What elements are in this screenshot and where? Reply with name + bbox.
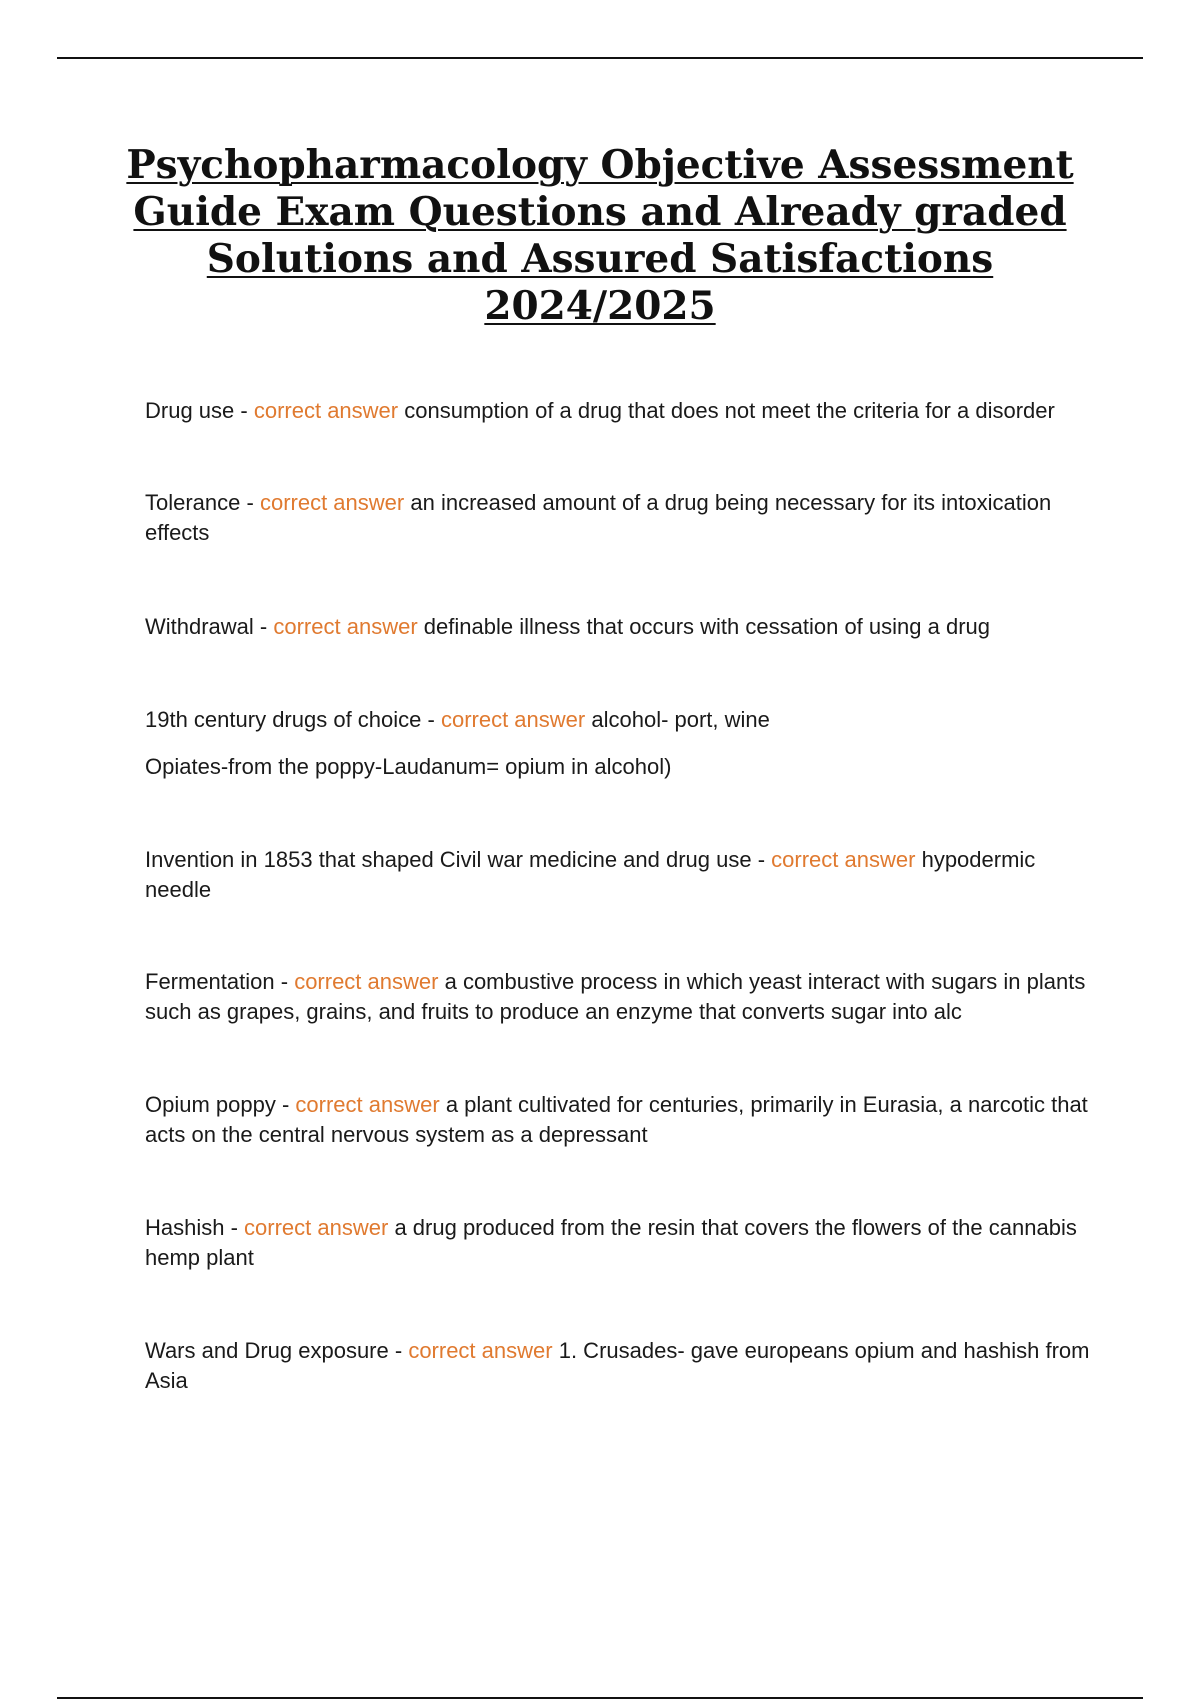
- correct-answer-label: correct answer: [259, 490, 405, 515]
- qa-definition: 1. Crusades- gave europeans opium and hashish from Asia: [145, 1338, 1090, 1393]
- qa-separator: -: [275, 1092, 296, 1117]
- bottom-divider: [57, 1697, 1143, 1699]
- qa-extra-line: Opiates-from the poppy-Laudanum= opium in alcohol): [145, 754, 672, 779]
- qa-term: Wars and Drug exposure: [145, 1338, 389, 1363]
- correct-answer-label: correct answer: [253, 398, 399, 423]
- correct-answer-label: correct answer: [273, 614, 418, 639]
- correct-answer-label: correct answer: [294, 969, 439, 994]
- correct-answer-label: correct answer: [244, 1215, 389, 1240]
- qa-term: Withdrawal: [145, 614, 254, 639]
- qa-item: [145, 1213, 1100, 1273]
- qa-separator: -: [274, 969, 295, 994]
- correct-answer-label: correct answer: [295, 1092, 440, 1117]
- qa-item: [145, 845, 1100, 905]
- qa-item: [145, 612, 1100, 642]
- qa-item: [145, 705, 1100, 735]
- qa-separator: -: [421, 707, 441, 732]
- qa-term: Hashish: [145, 1215, 225, 1240]
- qa-item: [145, 1336, 1100, 1396]
- qa-separator: -: [253, 614, 274, 639]
- qa-term: 19th century drugs of choice: [145, 707, 422, 732]
- qa-list: [145, 396, 1100, 1396]
- qa-term: Invention in 1853 that shaped Civil war medicine and drug use: [145, 847, 752, 872]
- qa-definition: an increased amount of a drug being necessary for its intoxication effects: [145, 490, 1052, 545]
- qa-separator: -: [751, 847, 772, 872]
- qa-definition: definable illness that occurs with cessation of using a drug: [423, 614, 990, 639]
- correct-answer-label: correct answer: [771, 847, 916, 872]
- qa-definition: hypodermic needle: [145, 847, 1036, 902]
- qa-definition: a combustive process in which yeast interact with sugars in plants such as grapes, grains, and fruits to produce an enzyme that converts sugar into alc: [145, 969, 1086, 1024]
- qa-separator: -: [224, 1215, 245, 1240]
- qa-definition: a plant cultivated for centuries, primarily in Eurasia, a narcotic that acts on the central nervous system as a depressant: [145, 1092, 1088, 1147]
- qa-item: [145, 1090, 1100, 1150]
- qa-term: Drug use: [145, 398, 235, 423]
- correct-answer-label: correct answer: [440, 707, 586, 732]
- qa-term: Opium poppy: [145, 1092, 276, 1117]
- qa-definition: a drug produced from the resin that covers the flowers of the cannabis hemp plant: [145, 1215, 1077, 1270]
- qa-definition: alcohol- port, wine: [591, 707, 770, 732]
- qa-separator: -: [234, 398, 254, 423]
- qa-item: [145, 967, 1100, 1027]
- qa-separator: -: [240, 490, 260, 515]
- qa-definition: consumption of a drug that does not meet the criteria for a disorder: [404, 398, 1055, 423]
- qa-item: [145, 488, 1100, 548]
- qa-item: [145, 396, 1100, 426]
- qa-separator: -: [388, 1338, 409, 1363]
- top-divider: [57, 57, 1143, 59]
- correct-answer-label: correct answer: [408, 1338, 553, 1363]
- qa-term: Fermentation: [145, 969, 275, 994]
- document-title: Psychopharmacology Objective Assessment Guide Exam Questions and Already graded Solutions and Assured Satisfactions 2024/2025: [126, 142, 1074, 329]
- qa-term: Tolerance: [145, 490, 241, 515]
